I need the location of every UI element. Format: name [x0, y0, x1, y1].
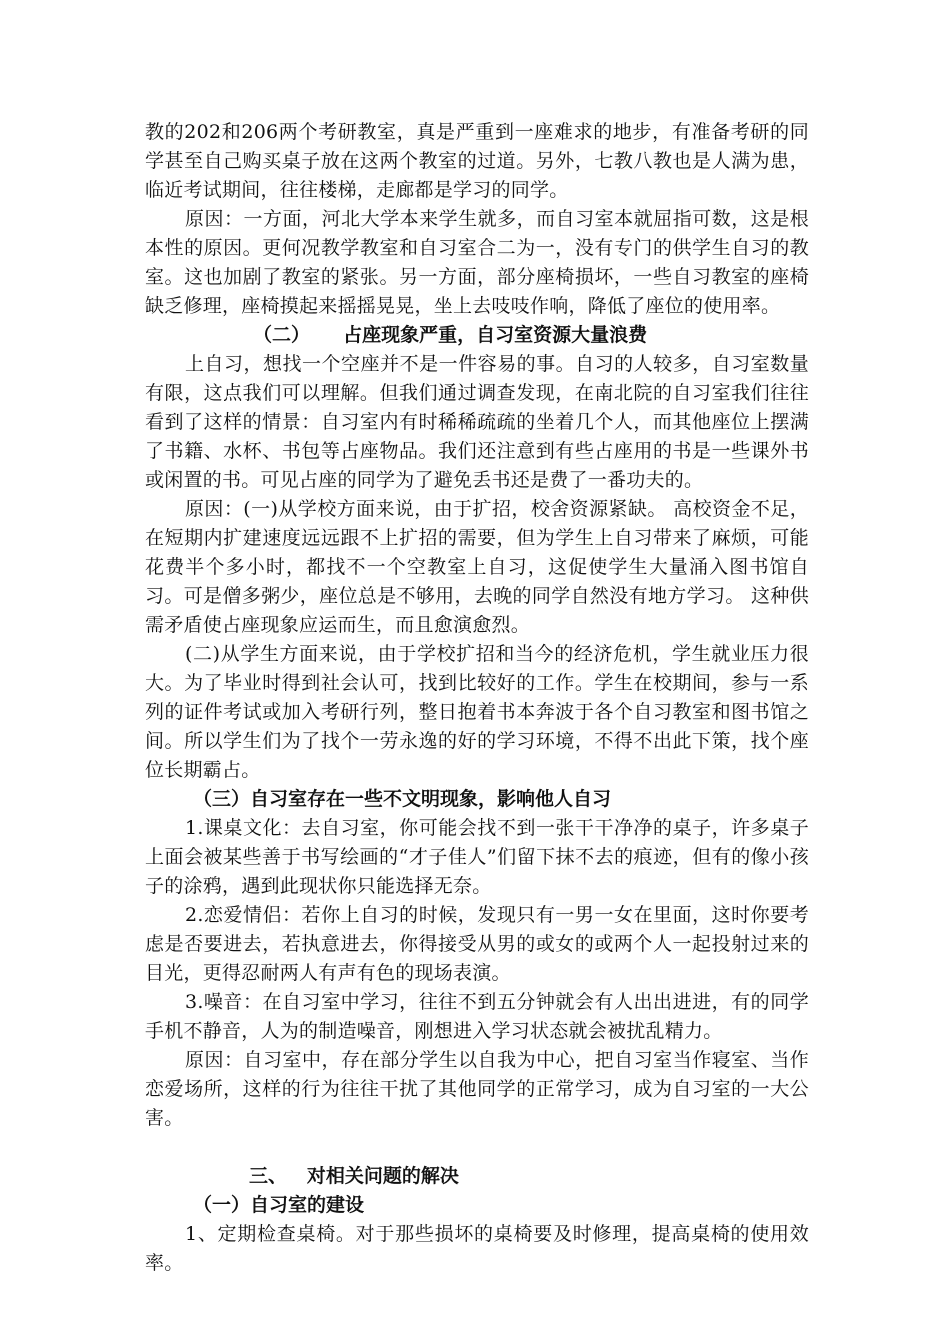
paragraph-reason-shortage: 原因：一方面，河北大学本来学生就多，而自习室本就屈指可数，这是根本性的原因。更何况教学教室和自习室合二为一，没有专门的供学生自习的教室。这也加剧了教室的紧张。另一方面，部分座椅损坏，一些自习教室的座椅缺乏修理，座椅摸起来摇摇晃晃，坐上去吱吱作响，降低了座位的使用率。	[145, 208, 809, 317]
heading-uncivil-behavior: （三）自习室存在一些不文明现象，影响他人自习	[193, 788, 612, 810]
paragraph-desk-culture: 1.课桌文化：去自习室，你可能会找不到一张干干净净的桌子，许多桌子上面会被某些善于书写绘画的“才子佳人”们留下抹不去的痕迹，但有的像小孩子的涂鸦，遇到此现状你只能选择无奈。	[145, 817, 809, 897]
heading-seat-occupying: （二） 占座现象严重，自习室资源大量浪费	[253, 324, 648, 346]
paragraph-reason-students: (二)从学生方面来说，由于学校扩招和当今的经济危机，学生就业压力很大。为了毕业时得到社会认可，找到比较好的工作。学生在校期间，参与一系列的证件考试或加入考研行列，整日抱着书本奔波于各个自习教室和图书馆之间。所以学生们为了找个一劳永逸的好的学习环境，不得不出此下策，找个座位长期霸占。	[145, 643, 809, 781]
document-page	[145, 118, 809, 1278]
section-gap	[145, 1133, 809, 1162]
paragraph-reason-uncivil: 原因：自习室中，存在部分学生以自我为中心，把自习室当作寝室、当作恋爱场所，这样的行为往往干扰了其他同学的正常学习，成为自习室的一大公害。	[145, 1049, 809, 1129]
paragraph-check-desks: 1、定期检查桌椅。对于那些损坏的桌椅要及时修理，提高桌椅的使用效率。	[145, 1223, 809, 1274]
heading-solutions: 三、 对相关问题的解决	[249, 1165, 459, 1187]
paragraph-seat-occupying: 上自习，想找一个空座并不是一件容易的事。自习的人较多，自习室数量有限，这点我们可以理解。但我们通过调查发现，在南北院的自习室我们往往看到了这样的情景：自习室内有时稀稀疏疏的坐着几个人，而其他座位上摆满了书籍、水杯、书包等占座物品。我们还注意到有些占座用的书是一些课外书或闲置的书。可见占座的同学为了避免丢书还是费了一番功夫的。	[145, 353, 809, 491]
paragraph-noise: 3.噪音：在自习室中学习，往往不到五分钟就会有人出出进进，有的同学手机不静音，人为的制造噪音，刚想进入学习状态就会被扰乱精力。	[145, 991, 809, 1042]
paragraph-classroom-crowding: 教的202和206两个考研教室，真是严重到一座难求的地步，有准备考研的同学甚至自己购买桌子放在这两个教室的过道。另外，七教八教也是人满为患，临近考试期间，往往楼梯，走廊都是学习的同学。	[145, 121, 809, 201]
paragraph-reason-school: 原因：(一)从学校方面来说，由于扩招，校舍资源紧缺。 高校资金不足，在短期内扩建速度远远跟不上扩招的需要，但为学生上自习带来了麻烦，可能花费半个多小时，都找不一个空教室上自习，这促使学生大量涌入图书馆自习。可是僧多粥少，座位总是不够用，去晚的同学自然没有地方学习。 这种供需矛盾使占座现象应运而生，而且愈演愈烈。	[145, 498, 809, 636]
paragraph-couples: 2.恋爱情侣：若你上自习的时候，发现只有一男一女在里面，这时你要考虑是否要进去，若执意进去，你得接受从男的或女的或两个人一起投射过来的目光，更得忍耐两人有声有色的现场表演。	[145, 904, 809, 984]
heading-study-room-construction: （一）自习室的建设	[193, 1194, 365, 1216]
